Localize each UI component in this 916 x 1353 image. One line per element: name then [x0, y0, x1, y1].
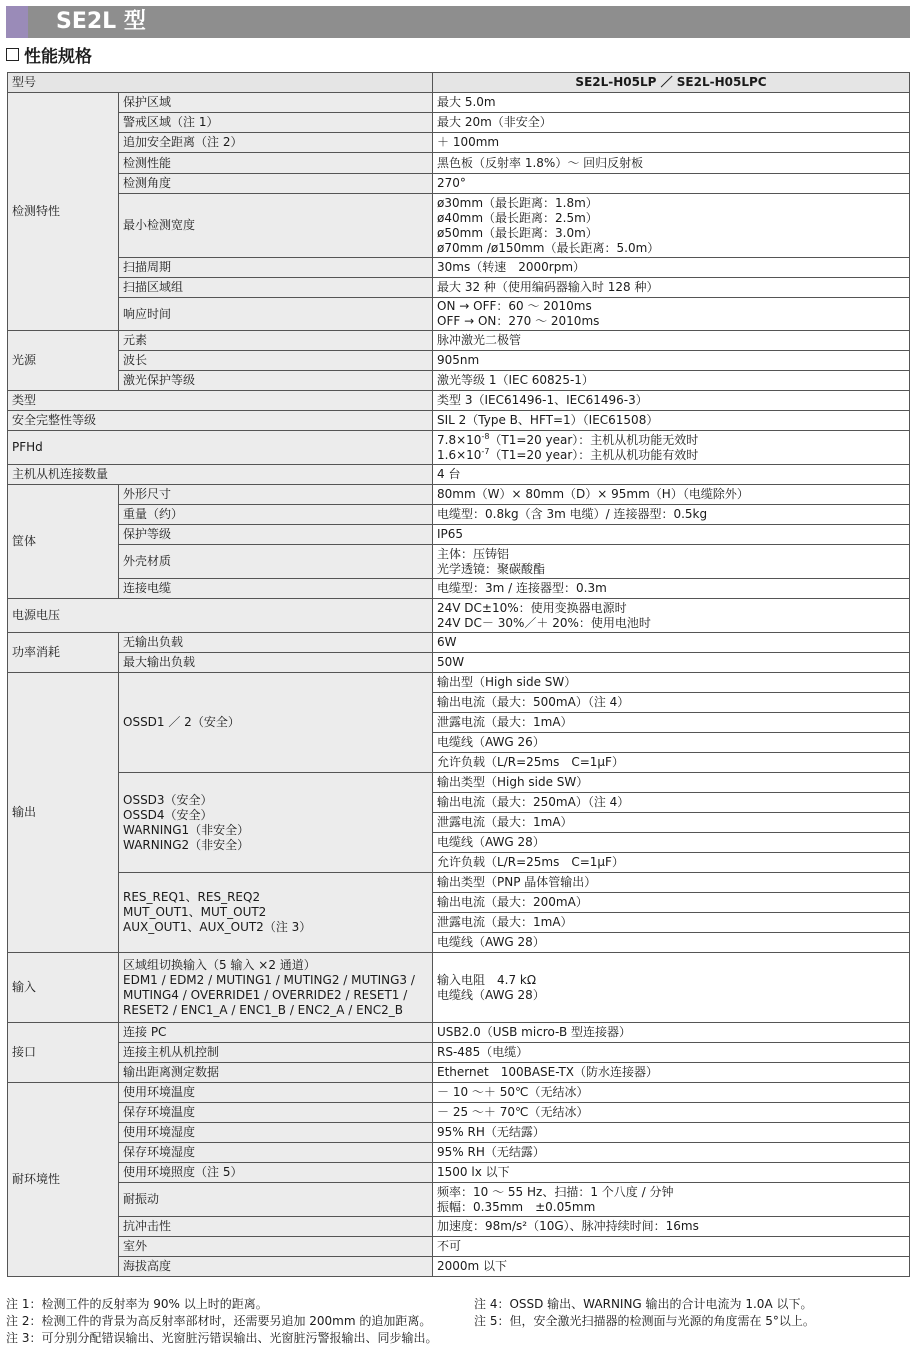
- pfhd-exponent: -7: [481, 446, 490, 456]
- table-row: [8, 1163, 910, 1183]
- pfhd-condition: （T1=20 year）：主机从机功能无效时: [489, 432, 699, 447]
- notes-left: [6, 1296, 437, 1347]
- note-1: 注 1：检测工件的反射率为 90% 以上时的距离。: [6, 1297, 268, 1311]
- group-detection: 检测特性: [8, 93, 119, 331]
- row-label: 波长: [119, 351, 433, 371]
- row-label: 输出距离测定数据: [119, 1063, 433, 1083]
- table-row: [8, 1237, 910, 1257]
- note-3: 注 3：可分别分配错误输出、光窗脏污错误输出、光窗脏污警报输出、同步输出。: [6, 1331, 438, 1345]
- row-label: 使用环境湿度: [119, 1123, 433, 1143]
- row-value: [433, 653, 910, 673]
- line: RS-485（电缆）: [437, 1045, 529, 1059]
- row-value: [433, 953, 910, 1023]
- row-label: 电源电压: [8, 599, 433, 633]
- notes-right: [474, 1296, 815, 1330]
- row-label: 耐振动: [119, 1183, 433, 1217]
- table-row: [8, 953, 910, 1023]
- row-value: [433, 194, 910, 258]
- row-value: 泄露电流（最大：1mA）: [433, 813, 910, 833]
- table-row: [8, 773, 910, 793]
- line: 24V DC±10%：使用变换器电源时: [437, 600, 627, 615]
- table-row: [8, 113, 910, 133]
- line: WARNING2（非安全）: [123, 837, 250, 852]
- table-row: [8, 485, 910, 505]
- line: 激光等级 1（IEC 60825-1）: [437, 373, 594, 387]
- row-label: 海拔高度: [119, 1257, 433, 1277]
- row-value: [433, 93, 910, 113]
- row-label: 检测性能: [119, 153, 433, 174]
- line: 6W: [437, 635, 457, 649]
- pfhd-base: 7.8×10: [437, 432, 482, 447]
- row-label: 连接电缆: [119, 579, 433, 599]
- row-label: 保护区域: [119, 93, 433, 113]
- table-row: [8, 391, 910, 411]
- row-label: 响应时间: [119, 298, 433, 331]
- table-row: [8, 174, 910, 194]
- row-label: 扫描周期: [119, 258, 433, 278]
- row-value: [433, 133, 910, 153]
- row-label: 主机从机连接数量: [8, 465, 433, 485]
- table-row: [8, 1043, 910, 1063]
- line: WARNING1（非安全）: [123, 822, 250, 837]
- line: 主体：压铸铝: [437, 546, 510, 561]
- row-value: [433, 371, 910, 391]
- row-label: 重量（约）: [119, 505, 433, 525]
- line: ＋ 100mm: [437, 135, 500, 149]
- output-block-label: [119, 773, 433, 873]
- checkbox-square-icon: [6, 48, 19, 61]
- row-label: 连接 PC: [119, 1023, 433, 1043]
- table-row: [8, 465, 910, 485]
- spec-table: [7, 72, 910, 1277]
- row-label: 保护等级: [119, 525, 433, 545]
- row-value: [433, 1123, 910, 1143]
- row-value: [433, 525, 910, 545]
- row-value: 输出型（High side SW）: [433, 673, 910, 693]
- row-value: 4 台: [433, 465, 910, 485]
- line: 脉冲激光二极管: [437, 333, 522, 347]
- row-label: 室外: [119, 1237, 433, 1257]
- line: 270°: [437, 176, 466, 190]
- row-value: 允许负载（L/R=25ms C=1μF）: [433, 853, 910, 873]
- line: ON → OFF：60 ～ 2010ms: [437, 299, 592, 313]
- row-value: [433, 1183, 910, 1217]
- pfhd-line: [437, 433, 905, 448]
- row-value: 电缆线（AWG 26）: [433, 733, 910, 753]
- group-environment: 耐环境性: [8, 1083, 119, 1277]
- note-2: 注 2：检测工件的背景为高反射率部材时，还需要另追加 200mm 的追加距离。: [6, 1314, 432, 1328]
- row-value: [433, 1063, 910, 1083]
- row-label: 安全完整性等级: [8, 411, 433, 431]
- line: RES_REQ1、RES_REQ2: [123, 890, 261, 904]
- table-row: [8, 1023, 910, 1043]
- header-model: SE2L-H05LP ／ SE2L-H05LPC: [433, 73, 910, 93]
- table-row: [8, 258, 910, 278]
- table-row: [8, 873, 910, 893]
- note-5: 注 5：但，安全激光扫描器的检测面与光源的角度需在 5°以上。: [474, 1314, 815, 1328]
- row-label: 连接主机从机控制: [119, 1043, 433, 1063]
- line: OFF → ON：270 ～ 2010ms: [437, 314, 600, 328]
- table-row: [8, 579, 910, 599]
- group-input: 输入: [8, 953, 119, 1023]
- row-label: 使用环境温度: [119, 1083, 433, 1103]
- output-block-label: [119, 673, 433, 773]
- line: IP65: [437, 527, 464, 541]
- line: 区域组切换输入（5 输入 ×2 通道）: [123, 957, 316, 972]
- row-value: [433, 153, 910, 174]
- table-row: [8, 93, 910, 113]
- output-block-label: [119, 873, 433, 953]
- line: ø40mm（最长距离：2.5m）: [437, 210, 598, 225]
- row-value: [433, 1103, 910, 1123]
- line: 最大 32 种（使用编码器输入时 128 种）: [437, 280, 659, 294]
- row-value: [433, 1043, 910, 1063]
- row-value: [433, 633, 910, 653]
- line: MUTING4 / OVERRIDE1 / OVERRIDE2 / RESET1 /: [123, 987, 408, 1002]
- line: 加速度：98m/s²（10G）、脉冲持续时间：16ms: [437, 1219, 699, 1233]
- row-value: [433, 505, 910, 525]
- row-label: 警戒区域（注 1）: [119, 113, 433, 133]
- line: EDM1 / EDM2 / MUTING1 / MUTING2 / MUTING3 /: [123, 972, 415, 987]
- row-value: [433, 351, 910, 371]
- table-row: [8, 505, 910, 525]
- table-row: [8, 1063, 910, 1083]
- row-value: 电缆线（AWG 28）: [433, 833, 910, 853]
- pfhd-value: [433, 431, 910, 465]
- line: 黑色板（反射率 1.8%）～ 回归反射板: [437, 155, 644, 170]
- row-label: 外壳材质: [119, 545, 433, 579]
- table-row: [8, 545, 910, 579]
- row-value: [433, 258, 910, 278]
- row-value: [433, 1143, 910, 1163]
- row-value: 输出类型（High side SW）: [433, 773, 910, 793]
- table-row: [8, 673, 910, 693]
- line: 电缆线（AWG 28）: [437, 987, 545, 1002]
- table-header-row: [8, 73, 910, 93]
- line: 最大 5.0m: [437, 95, 496, 109]
- row-value: 输出类型（PNP 晶体管输出）: [433, 873, 910, 893]
- title-banner: [6, 6, 910, 38]
- line: OSSD4（安全）: [123, 807, 213, 822]
- table-row: [8, 1217, 910, 1237]
- line: 95% RH（无结露）: [437, 1125, 545, 1139]
- line: 电缆型：3m / 连接器型：0.3m: [437, 581, 607, 595]
- line: 95% RH（无结露）: [437, 1145, 545, 1159]
- row-value: 泄露电流（最大：1mA）: [433, 713, 910, 733]
- pfhd-line: [437, 448, 905, 463]
- row-value: 输出电流（最大：500mA）（注 4）: [433, 693, 910, 713]
- row-value: [433, 579, 910, 599]
- line: 50W: [437, 655, 465, 669]
- row-value: 允许负载（L/R=25ms C=1μF）: [433, 753, 910, 773]
- table-row: [8, 194, 910, 258]
- table-row: [8, 1183, 910, 1217]
- row-label: 追加安全距离（注 2）: [119, 133, 433, 153]
- table-row: [8, 1103, 910, 1123]
- note-4: 注 4：OSSD 输出、WARNING 输出的合计电流为 1.0A 以下。: [474, 1297, 813, 1311]
- table-row: [8, 411, 910, 431]
- table-row: [8, 133, 910, 153]
- input-label: [119, 953, 433, 1023]
- line: － 25 ～＋ 70℃（无结冰）: [437, 1105, 589, 1119]
- row-value: 输出电流（最大：200mA）: [433, 893, 910, 913]
- banner-accent: [6, 6, 28, 38]
- table-row: [8, 1083, 910, 1103]
- table-row: [8, 1143, 910, 1163]
- line: USB2.0（USB micro-B 型连接器）: [437, 1025, 631, 1039]
- row-value: 泄露电流（最大：1mA）: [433, 913, 910, 933]
- line: 2000m 以下: [437, 1259, 508, 1273]
- line: 最大 20m（非安全）: [437, 115, 552, 129]
- row-value: 输出电流（最大：250mA）（注 4）: [433, 793, 910, 813]
- line: 振幅：0.35mm ±0.05mm: [437, 1199, 596, 1214]
- row-value: [433, 174, 910, 194]
- table-row: [8, 599, 910, 633]
- row-value: [433, 1163, 910, 1183]
- banner-title: SE2L 型: [56, 9, 146, 34]
- row-label: 使用环境照度（注 5）: [119, 1163, 433, 1183]
- table-row: [8, 331, 910, 351]
- section-title-text: 性能规格: [24, 47, 92, 67]
- row-value: 类型 3（IEC61496-1、IEC61496-3）: [433, 391, 910, 411]
- line: OSSD3（安全）: [123, 792, 213, 807]
- line: OSSD1 ／ 2（安全）: [123, 715, 240, 729]
- row-label: 元素: [119, 331, 433, 351]
- row-label: 类型: [8, 391, 433, 411]
- table-row: [8, 525, 910, 545]
- line: 24V DC－ 30%／＋ 20%：使用电池时: [437, 615, 651, 630]
- table-row: [8, 1257, 910, 1277]
- table-row: [8, 298, 910, 331]
- row-label: 外形尺寸: [119, 485, 433, 505]
- row-value: [433, 1257, 910, 1277]
- group-power-consumption: 功率消耗: [8, 633, 119, 673]
- pfhd-exponent: -8: [481, 431, 490, 441]
- line: 不可: [437, 1239, 462, 1253]
- group-output: 输出: [8, 673, 119, 953]
- row-label: 最小检测宽度: [119, 194, 433, 258]
- row-value: 电缆线（AWG 28）: [433, 933, 910, 953]
- line: MUT_OUT1、MUT_OUT2: [123, 905, 267, 919]
- row-label: 最大输出负载: [119, 653, 433, 673]
- row-value: [433, 1237, 910, 1257]
- row-value: [433, 1083, 910, 1103]
- line: ø50mm（最长距离：3.0m）: [437, 225, 598, 240]
- row-value: [433, 545, 910, 579]
- row-label: PFHd: [8, 431, 433, 465]
- pfhd-base: 1.6×10: [437, 447, 482, 462]
- row-value: [433, 331, 910, 351]
- table-row: [8, 431, 910, 465]
- line: 905nm: [437, 353, 480, 367]
- row-label: 检测角度: [119, 174, 433, 194]
- table-row: [8, 278, 910, 298]
- pfhd-condition: （T1=20 year）：主机从机功能有效时: [489, 447, 699, 462]
- table-row: [8, 153, 910, 174]
- table-row: [8, 653, 910, 673]
- line: 频率：10 ～ 55 Hz、扫描：1 个八度 / 分钟: [437, 1184, 674, 1199]
- table-row: [8, 633, 910, 653]
- line: 电缆型：0.8kg（含 3m 电缆）/ 连接器型：0.5kg: [437, 507, 708, 521]
- line: 80mm（W）× 80mm（D）× 95mm（H）（电缆除外）: [437, 487, 749, 501]
- row-label: 激光保护等级: [119, 371, 433, 391]
- group-housing: 筐体: [8, 485, 119, 599]
- row-value: [433, 113, 910, 133]
- header-label: 型号: [8, 73, 433, 93]
- table-row: [8, 351, 910, 371]
- line: 输入电阻 4.7 kΩ: [437, 972, 537, 987]
- line: 1500 lx 以下: [437, 1165, 510, 1179]
- row-label: 保存环境湿度: [119, 1143, 433, 1163]
- line: AUX_OUT1、AUX_OUT2（注 3）: [123, 920, 312, 934]
- table-row: [8, 1123, 910, 1143]
- row-value: [433, 278, 910, 298]
- section-title: [6, 46, 92, 68]
- line: 光学透镜：聚碳酸酯: [437, 561, 546, 576]
- line: － 10 ～＋ 50℃（无结冰）: [437, 1085, 589, 1099]
- row-value: SIL 2（Type B、HFT=1）（IEC61508）: [433, 411, 910, 431]
- group-interface: 接口: [8, 1023, 119, 1083]
- line: Ethernet 100BASE-TX（防水连接器）: [437, 1065, 659, 1079]
- line: RESET2 / ENC1_A / ENC1_B / ENC2_A / ENC2_B: [123, 1002, 403, 1017]
- row-value: [433, 599, 910, 633]
- row-label: 扫描区域组: [119, 278, 433, 298]
- group-light-source: 光源: [8, 331, 119, 391]
- row-value: [433, 298, 910, 331]
- row-value: [433, 1217, 910, 1237]
- line: 30ms（转速 2000rpm）: [437, 260, 586, 274]
- row-label: 抗冲击性: [119, 1217, 433, 1237]
- row-value: [433, 1023, 910, 1043]
- row-label: 无输出负载: [119, 633, 433, 653]
- row-value: [433, 485, 910, 505]
- line: ø30mm（最长距离：1.8m）: [437, 195, 598, 210]
- line: ø70mm /ø150mm（最长距离：5.0m）: [437, 240, 660, 255]
- row-label: 保存环境温度: [119, 1103, 433, 1123]
- table-row: [8, 371, 910, 391]
